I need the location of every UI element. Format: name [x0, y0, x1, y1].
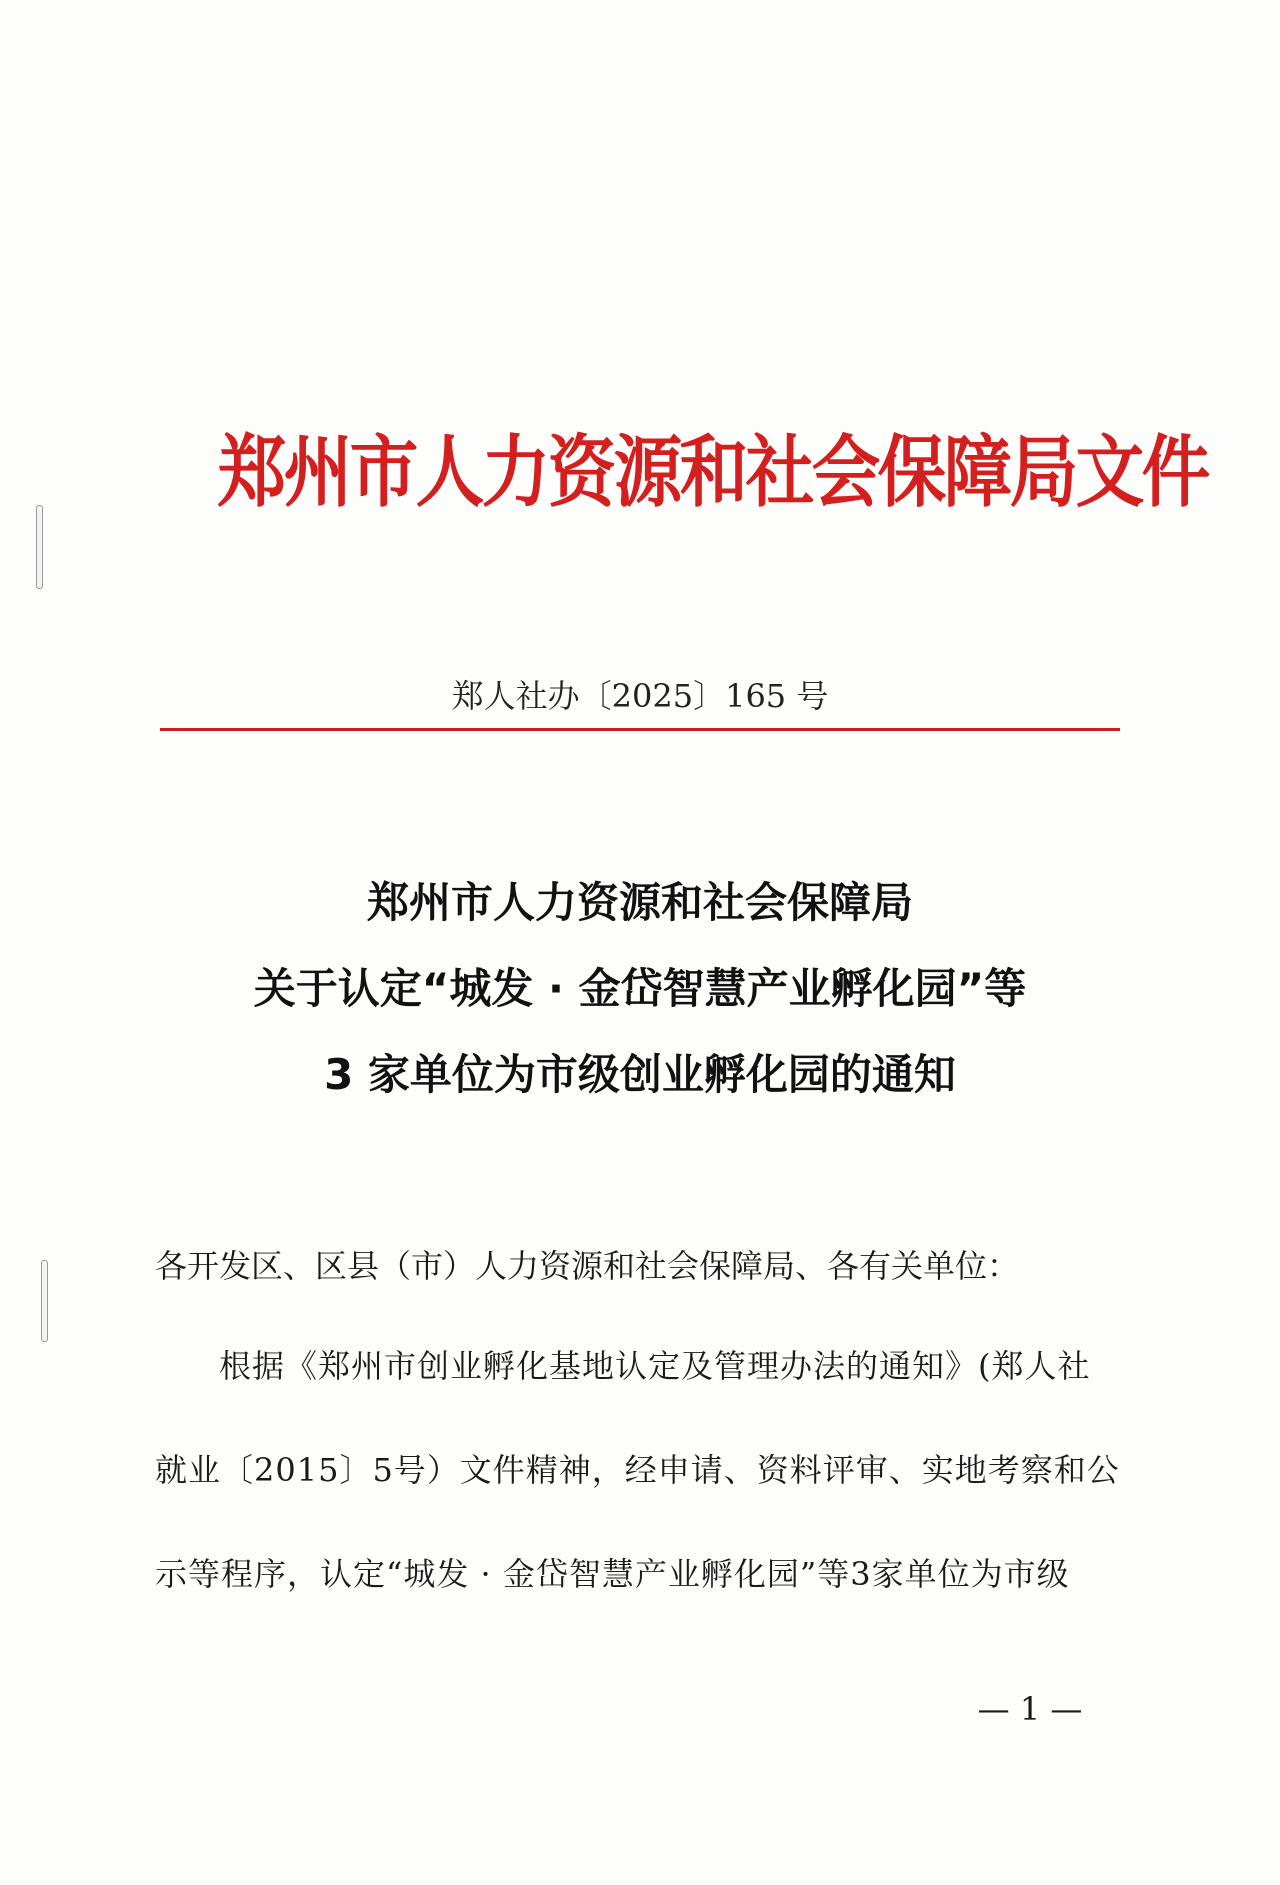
title-line: 关于认定“城发 · 金岱智慧产业孵化园”等 — [253, 964, 1027, 1013]
issuer-red-header: 郑州市人力资源和社会保障局文件 — [217, 428, 1208, 518]
body-paragraph — [155, 1340, 1120, 1652]
binding-hole-mark — [36, 505, 43, 589]
page-number: — 1 — — [977, 1690, 1083, 1728]
body-line: 示等程序，认定“城发 · 金岱智慧产业孵化园”等3家单位为市级 — [155, 1555, 1070, 1593]
title-line: 郑州市人力资源和社会保障局 — [366, 878, 913, 927]
salutation: 各开发区、区县（市）人力资源和社会保障局、各有关单位： — [155, 1247, 1020, 1285]
red-separator-line — [160, 728, 1120, 731]
body-line: 根据《郑州市创业孵化基地认定及管理办法的通知》(郑人社 — [219, 1347, 1091, 1385]
binding-hole-mark — [41, 1260, 48, 1342]
title-line: 3 家单位为市级创业孵化园的通知 — [324, 1050, 956, 1099]
document-title — [140, 860, 1140, 1118]
document-number: 郑人社办〔2025〕165 号 — [451, 677, 829, 715]
body-line: 就业〔2015〕5号）文件精神，经申请、资料评审、实地考察和公 — [155, 1451, 1120, 1489]
